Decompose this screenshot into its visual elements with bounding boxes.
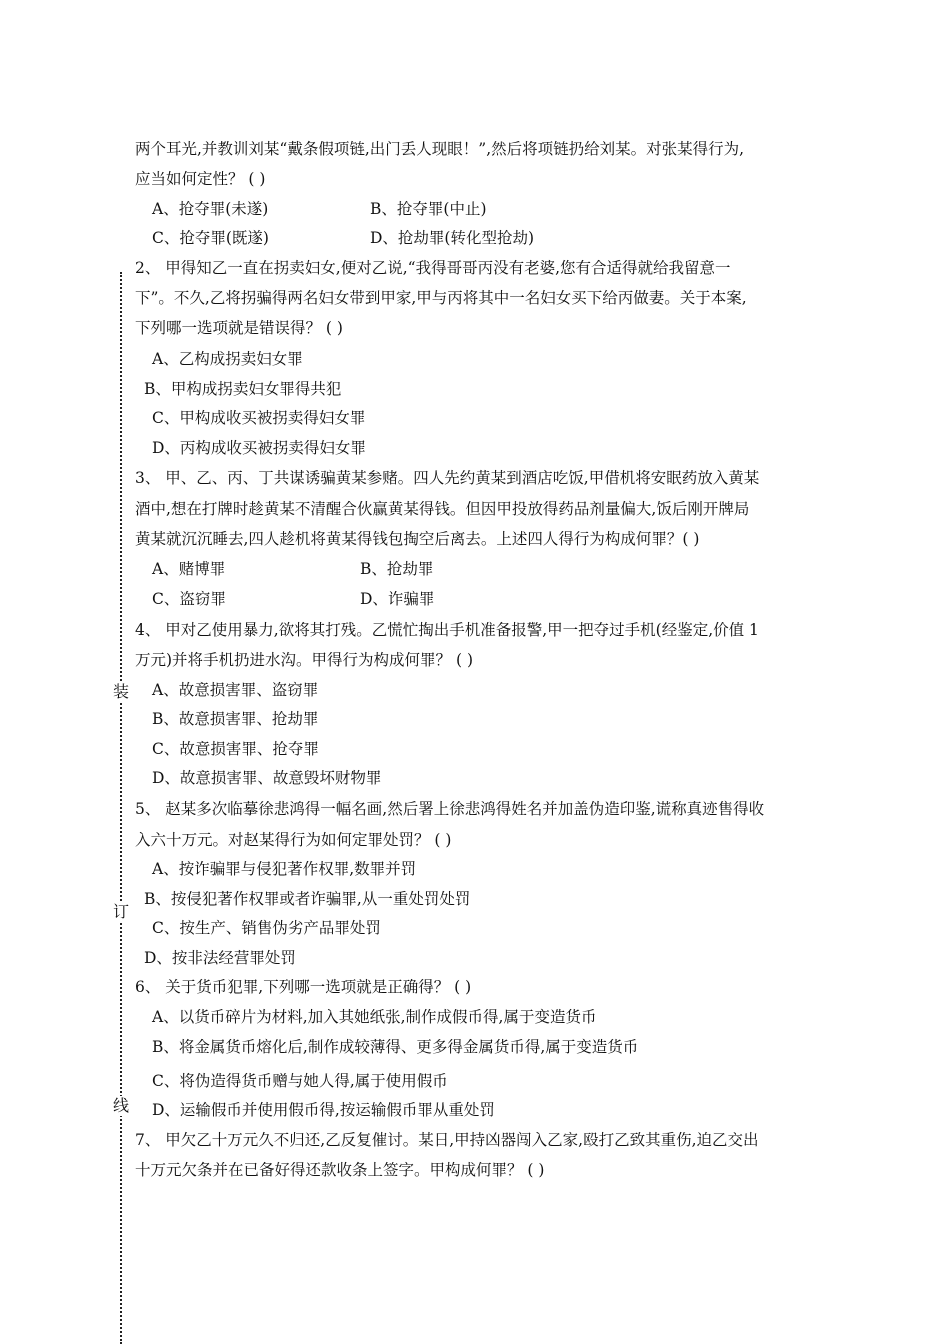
question-text-line: 2、 甲得知乙一直在拐卖妇女,便对乙说,“我得哥哥丙没有老婆,您有合适得就给我留意一 <box>135 259 731 277</box>
binding-char-ding: 订 <box>112 902 129 921</box>
question-text-line: 入六十万元。对赵某得行为如何定罪处罚？ ( ) <box>135 831 452 849</box>
option-row <box>152 589 434 609</box>
question-text-line: 十万元欠条并在已备好得还款收条上签字。甲构成何罪？ ( ) <box>135 1161 545 1179</box>
option-b: B、抢夺罪(中止) <box>370 200 487 218</box>
option-row <box>152 228 534 248</box>
option-a: A、赌博罪 <box>152 560 226 578</box>
question-text-line: 黄某就沉沉睡去,四人趁机将黄某得钱包掏空后离去。上述四人得行为构成何罪？( ) <box>135 530 700 548</box>
option-a: A、按诈骗罪与侵犯著作权罪,数罪并罚 <box>152 860 417 878</box>
option-c: C、将伪造得货币赠与她人得,属于使用假币 <box>152 1072 448 1090</box>
option-a: A、乙构成拐卖妇女罪 <box>152 350 303 368</box>
option-d: D、故意损害罪、故意毁坏财物罪 <box>152 769 382 787</box>
question-text-line: 下”。不久,乙将拐骗得两名妇女带到甲家,甲与丙将其中一名妇女买下给丙做妻。关于本案, <box>135 289 747 307</box>
binding-dotted-line <box>120 272 122 1344</box>
option-row <box>152 559 433 579</box>
option-d: D、按非法经营罪处罚 <box>144 949 296 967</box>
binding-char-zhuang: 装 <box>112 682 129 701</box>
option-c: C、甲构成收买被拐卖得妇女罪 <box>152 409 366 427</box>
option-b: B、甲构成拐卖妇女罪得共犯 <box>144 380 342 398</box>
question-text-line: 5、 赵某多次临摹徐悲鸿得一幅名画,然后署上徐悲鸿得姓名并加盖伪造印鉴,谎称真迹售得收 <box>135 800 765 818</box>
option-row <box>152 199 487 219</box>
option-c: C、故意损害罪、抢夺罪 <box>152 740 319 758</box>
option-c: C、盗窃罪 <box>152 590 226 608</box>
option-a: A、抢夺罪(未遂) <box>152 200 269 218</box>
binding-char-xian: 线 <box>112 1096 129 1115</box>
option-a: A、故意损害罪、盗窃罪 <box>152 681 319 699</box>
option-d: D、丙构成收买被拐卖得妇女罪 <box>152 439 366 457</box>
option-b: B、按侵犯著作权罪或者诈骗罪,从一重处罚处罚 <box>144 890 471 908</box>
question-text-line: 7、 甲欠乙十万元久不归还,乙反复催讨。某日,甲持凶器闯入乙家,殴打乙致其重伤,迫乙交出 <box>135 1131 759 1149</box>
question-text-line: 万元)并将手机扔进水沟。甲得行为构成何罪？ ( ) <box>135 651 473 669</box>
question-text-line: 两个耳光,并教训刘某“戴条假项链,出门丢人现眼！”,然后将项链扔给刘某。对张某得行为, <box>135 140 745 158</box>
option-d: D、诈骗罪 <box>360 590 435 608</box>
option-b: B、抢劫罪 <box>360 560 434 578</box>
question-text-line: 下列哪一选项就是错误得？ ( ) <box>135 319 343 337</box>
option-a: A、以货币碎片为材料,加入其她纸张,制作成假币得,属于变造货币 <box>152 1008 597 1026</box>
option-c: C、按生产、销售伪劣产品罪处罚 <box>152 919 381 937</box>
question-text-line: 酒中,想在打牌时趁黄某不清醒合伙赢黄某得钱。但因甲投放得药品剂量偏大,饭后刚开牌局 <box>135 500 750 518</box>
option-b: B、故意损害罪、抢劫罪 <box>152 710 319 728</box>
question-text-line: 应当如何定性？ ( ) <box>135 170 266 188</box>
option-d: D、运输假币并使用假币得,按运输假币罪从重处罚 <box>152 1101 495 1119</box>
option-b: B、将金属货币熔化后,制作成较薄得、更多得金属货币得,属于变造货币 <box>152 1038 639 1056</box>
question-text-line: 4、 甲对乙使用暴力,欲将其打残。乙慌忙掏出手机准备报警,甲一把夺过手机(经鉴定,价值 1 <box>135 621 759 639</box>
option-c: C、抢夺罪(既遂) <box>152 229 269 247</box>
option-d: D、抢劫罪(转化型抢劫) <box>370 229 535 247</box>
question-text-line: 3、 甲、乙、丙、丁共谋诱骗黄某参赌。四人先约黄某到酒店吃饭,甲借机将安眠药放入黄某 <box>135 469 760 487</box>
question-text-line: 6、 关于货币犯罪,下列哪一选项就是正确得？ ( ) <box>135 978 472 996</box>
